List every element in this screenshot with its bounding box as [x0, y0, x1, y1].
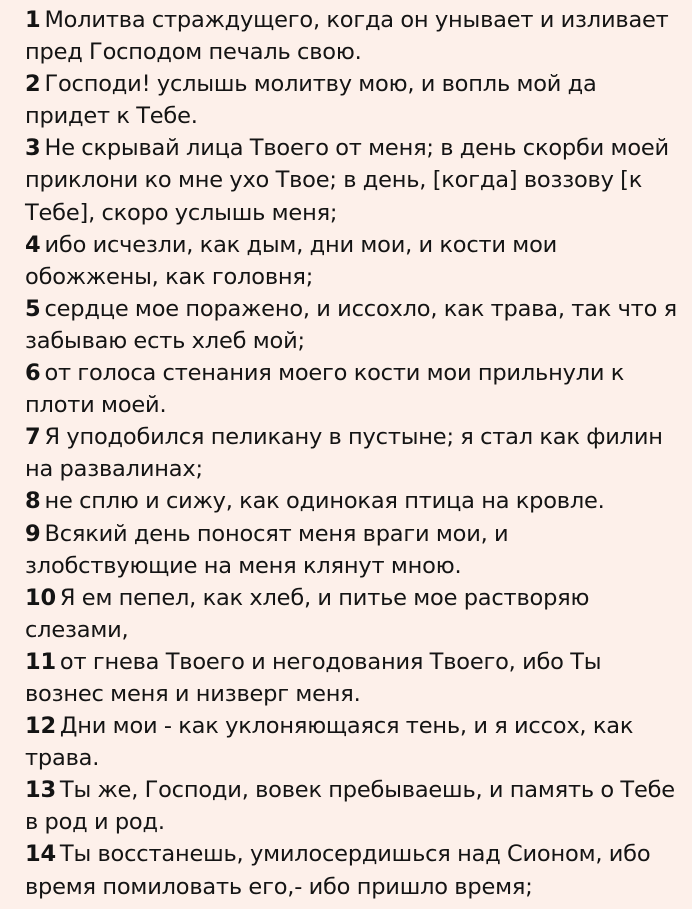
verse-number: 8 [25, 488, 41, 515]
verse-text: Я уподобился пеликану в пустыне; я стал как филин на развалинах; [25, 424, 663, 483]
verse [25, 774, 682, 838]
verse-text: Я ем пепел, как хлеб, и питье мое растворяю слезами, [25, 584, 590, 643]
verse [25, 485, 682, 517]
verse-number: 7 [25, 424, 41, 451]
verse [25, 838, 682, 902]
verse-number: 10 [25, 584, 56, 611]
verse-text: Дни мои - как уклоняющаяся тень, и я иссох, как трава. [25, 713, 634, 772]
verse-text: не сплю и сижу, как одинокая птица на кровле. [44, 488, 605, 515]
verse [25, 646, 682, 710]
verse [25, 582, 682, 646]
verse-number: 2 [25, 71, 41, 98]
verse-number: 11 [25, 648, 56, 675]
verse [25, 357, 682, 421]
verse-text: ибо исчезли, как дым, дни мои, и кости мои обожжены, как головня; [25, 231, 558, 290]
verse-number: 5 [25, 295, 41, 322]
verse [25, 518, 682, 582]
verse-text: от гнева Твоего и негодования Твоего, ибо Ты вознес меня и низверг меня. [25, 648, 602, 707]
verse [25, 229, 682, 293]
verse-text: Ты же, Господи, вовек пребываешь, и память о Тебе в род и род. [25, 777, 675, 836]
verse-text: Молитва страждущего, когда он унывает и изливает пред Господом печаль свою. [25, 7, 669, 66]
verse [25, 293, 682, 357]
verse-number: 1 [25, 7, 41, 33]
verse [25, 4, 682, 68]
verse-text: сердце мое поражено, и иссохло, как трава, так что я забываю есть хлеб мой; [25, 295, 677, 354]
verse [25, 710, 682, 774]
verse-text: Всякий день поносят меня враги мои, и злобствующие на меня клянут мною. [25, 520, 509, 579]
verse [25, 68, 682, 132]
verse-text: Господи! услышь молитву мою, и вопль мой да придет к Тебе. [25, 71, 597, 130]
verse-number: 3 [25, 135, 41, 162]
verse [25, 421, 682, 485]
verse-text: Ты восстанешь, умилосердишься над Сионом, ибо время помиловать его,- ибо пришло время; [25, 841, 651, 900]
verse-number: 14 [25, 841, 56, 868]
verse-number: 4 [25, 231, 41, 258]
verse-number: 9 [25, 520, 41, 547]
verse-number: 12 [25, 713, 56, 740]
verse-text: от голоса стенания моего кости мои прильнули к плоти моей. [25, 360, 625, 419]
verse-number: 6 [25, 360, 41, 387]
verse [25, 132, 682, 228]
verse-number: 13 [25, 777, 56, 804]
verse-text: Не скрывай лица Твоего от меня; в день скорби моей приклони ко мне ухо Твое; в день, [когда] воззову [к Тебе], скоро услышь меня; [25, 135, 669, 226]
